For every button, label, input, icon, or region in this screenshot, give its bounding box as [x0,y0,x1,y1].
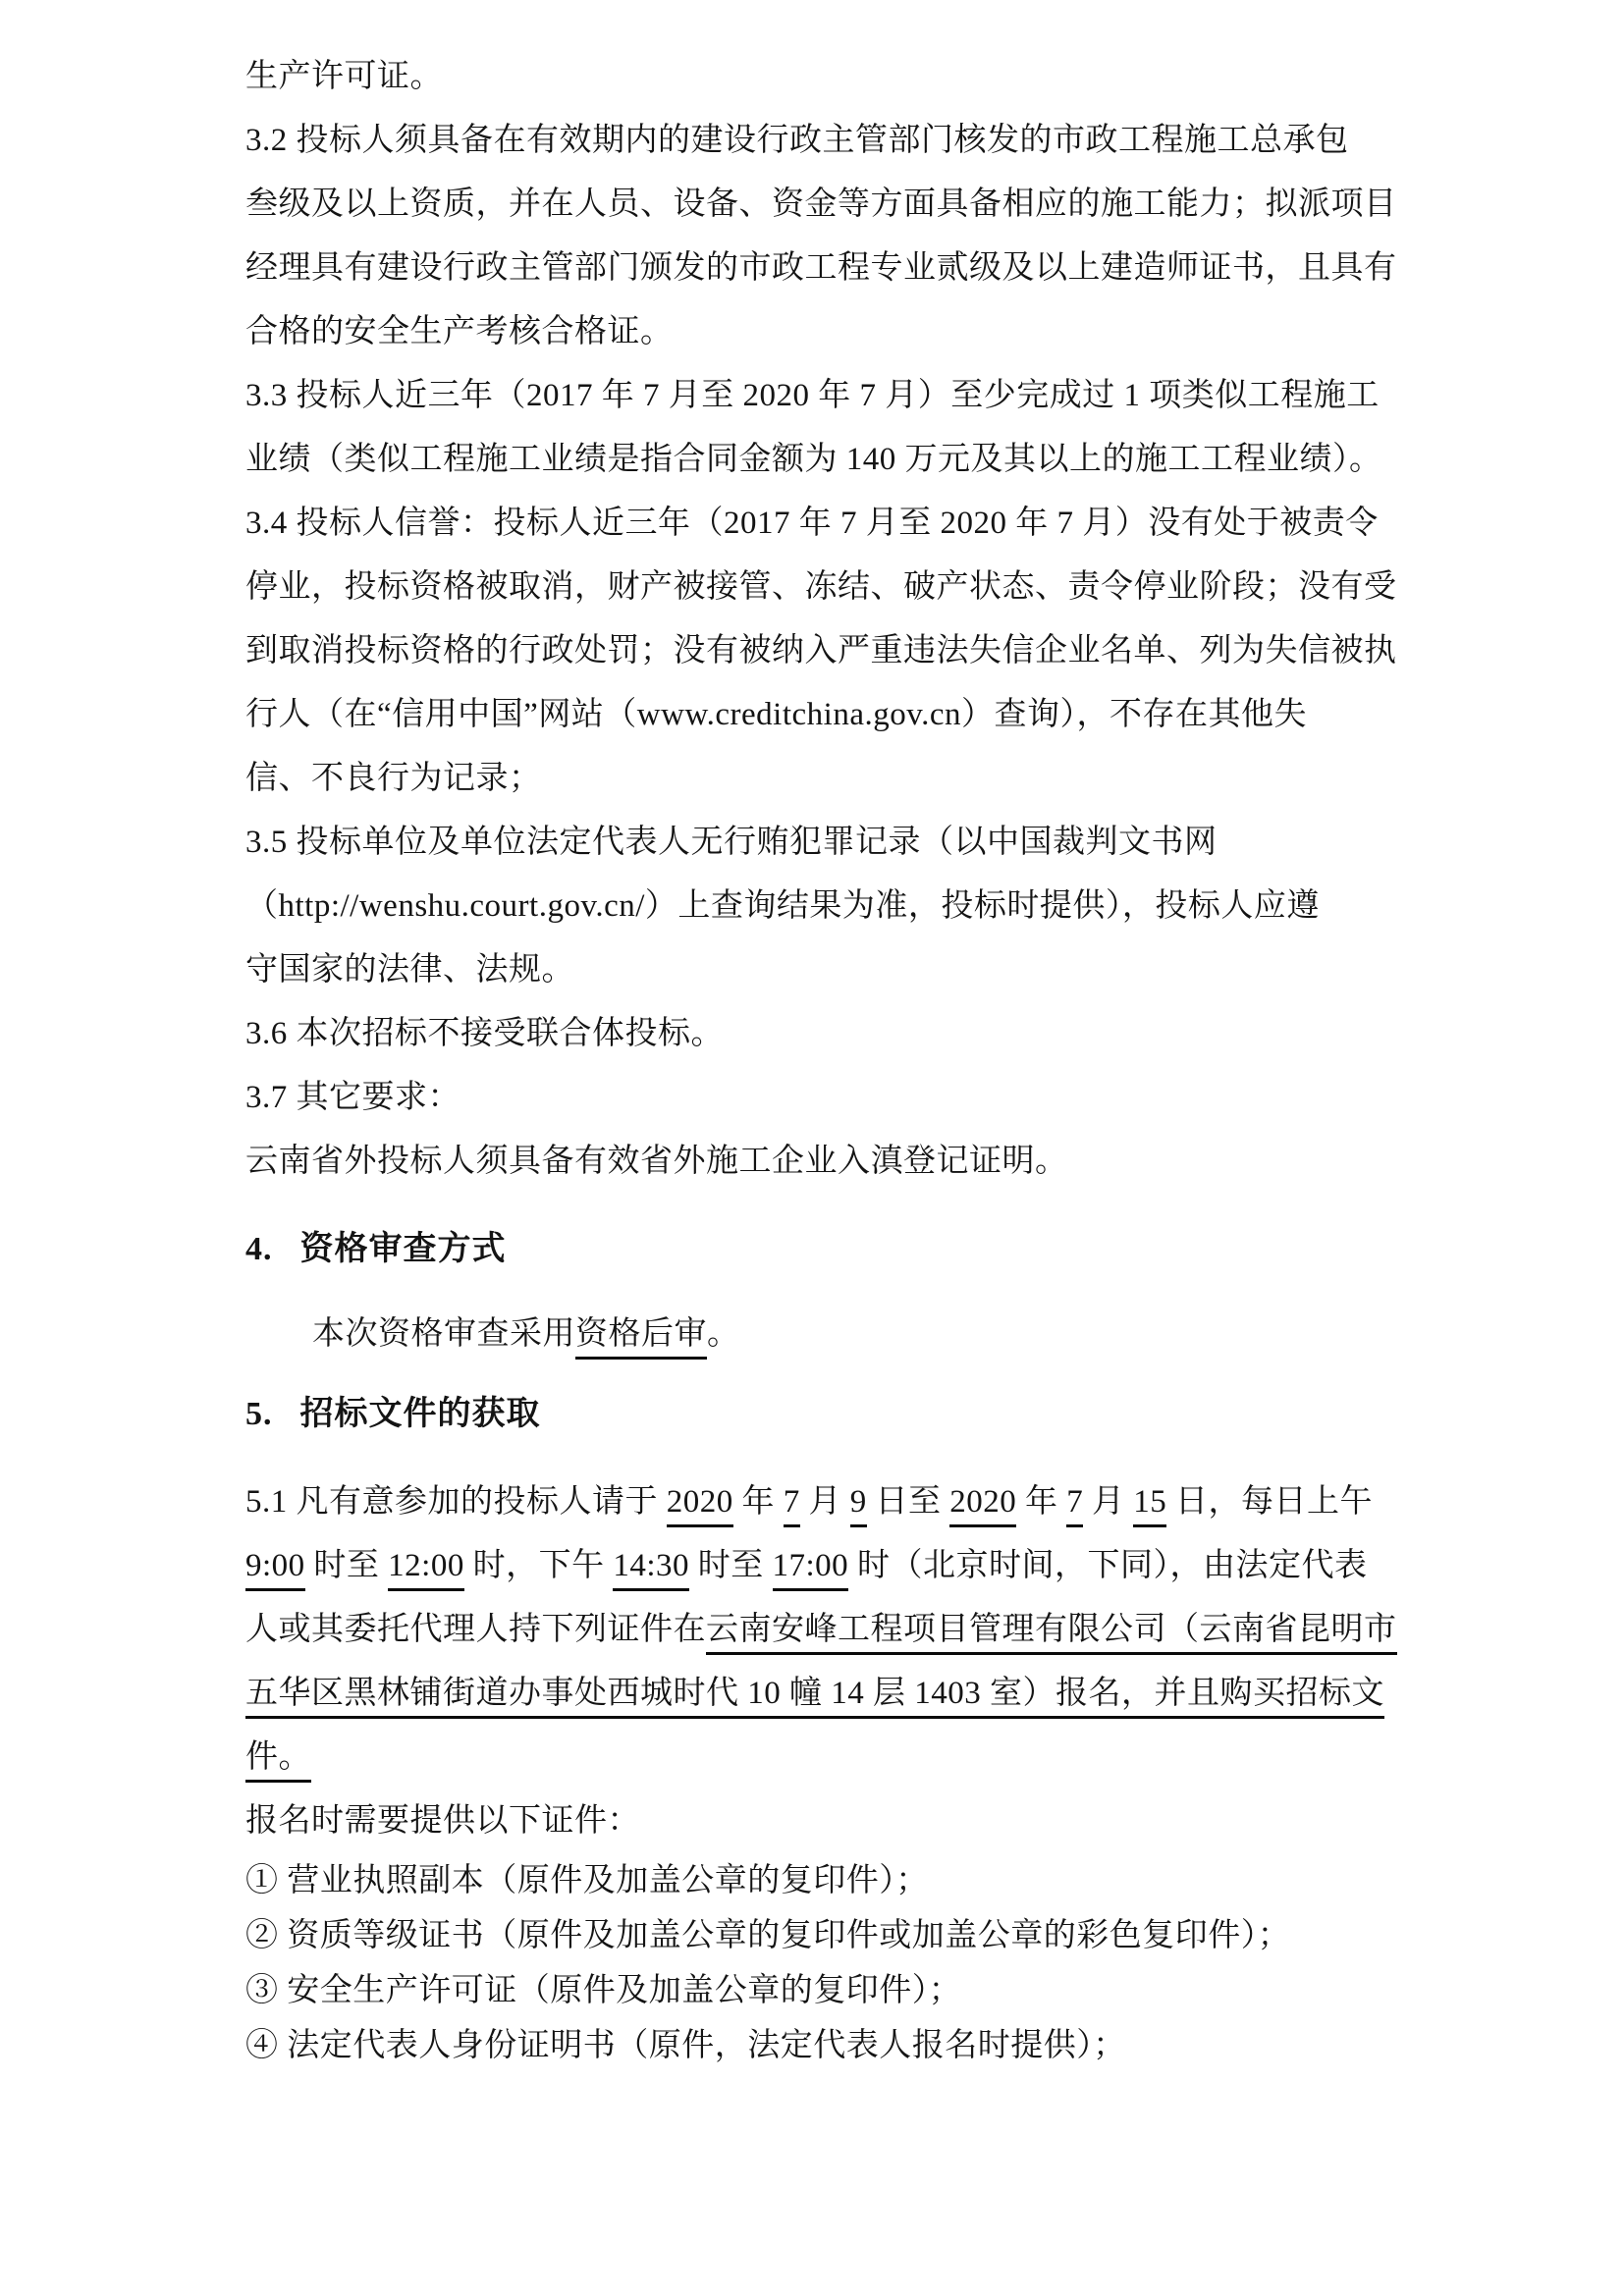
underlined-date-run: 7 [1066,1484,1083,1527]
underlined-address-run: 五华区黑林铺街道办事处西城时代 10 幢 14 层 1403 室）报名，并且购买招标文 [245,1676,1384,1719]
text-run: 信、不良行为记录； [245,761,542,796]
clause-3-4-line-1 [245,492,1394,556]
text-run: 守国家的法律、法规。 [245,952,574,988]
clause-3-4-line-3 [245,619,1397,683]
underlined-date-run: 15 [1133,1484,1166,1527]
text-run: 人或其委托代理人持下列证件在 [245,1612,706,1647]
clause-3-7-note-line [245,1130,1394,1194]
text-run: 报名时需要提供以下证件： [245,1803,640,1839]
text-run: 本次资格审查采用 [312,1316,575,1352]
text-run: ③ 安全生产许可证（原件及加盖公章的复印件）； [245,1973,962,2008]
underlined-date-run: 9 [850,1484,867,1527]
clause-3-7-line [245,1066,1394,1130]
underlined-address-run: 云南安峰工程项目管理有限公司（云南省昆明市 [706,1612,1397,1655]
clause-5-1-line-5 [245,1726,1394,1789]
required-document-item-3 [245,1963,1394,2018]
underlined-time-run: 9:00 [245,1548,305,1591]
heading-5 [245,1382,1394,1446]
text-run: 时至 [689,1548,773,1583]
text-run: 3.2 投标人须具备在有效期内的建设行政主管部门核发的市政工程施工总承包 [245,123,1349,158]
text-run: 5.1 凡有意参加的投标人请于 [245,1484,667,1520]
underlined-time-run: 12:00 [388,1548,464,1591]
clause-3-5-line-2 [245,875,1394,938]
underlined-date-run: 2020 [949,1484,1016,1527]
text-run: 日至 [866,1484,950,1520]
heading-4-number: 4. [245,1231,273,1267]
clause-3-5-line-1 [245,811,1394,875]
required-document-item-2 [245,1908,1394,1963]
heading-5-number: 5. [245,1396,273,1432]
clause-5-1-line-4 [245,1662,1394,1726]
text-run: 时（北京时间，下同），由法定代表 [848,1548,1368,1583]
clause-3-4-line-4 [245,683,1394,747]
underlined-date-run: 2020 [667,1484,733,1527]
text-run: 3.4 投标人信誉：投标人近三年（2017 年 7 月至 2020 年 7 月）没有处于被责令 [245,506,1379,541]
text-run: 生产许可证。 [245,59,443,94]
clause-3-3-line-2 [245,428,1394,492]
text-run: 年 [1016,1484,1067,1520]
clause-5-1-line-2 [245,1534,1394,1598]
clause-3-4-line-5 [245,747,1394,811]
registration-notice-line [245,1789,1394,1853]
text-run: 时，下午 [463,1548,614,1583]
text-run: 停业，投标资格被取消，财产被接管、冻结、破产状态、责令停业阶段；没有受 [245,569,1397,605]
text-run: 到取消投标资格的行政处罚；没有被纳入严重违法失信企业名单、列为失信被执 [245,633,1397,668]
underlined-date-run: 7 [784,1484,800,1527]
heading-5-title: 招标文件的获取 [299,1396,541,1432]
underlined-time-run: 17:00 [773,1548,849,1591]
text-run: 业绩（类似工程施工业绩是指合同金额为 140 万元及其以上的施工工程业绩）。 [245,442,1382,477]
required-document-item-4 [245,2018,1394,2073]
text-run: 月 [799,1484,850,1520]
text-run: 3.7 其它要求： [245,1080,460,1115]
underlined-time-run: 14:30 [613,1548,689,1591]
clause-4-paragraph [245,1303,1394,1366]
text-run: 经理具有建设行政主管部门颁发的市政工程专业贰级及以上建造师证书，且具有 [245,250,1397,286]
document-body [245,45,1397,2073]
text-run: 日，每日上午 [1166,1484,1373,1520]
clause-3-3-line-1 [245,364,1394,428]
underlined-text-run: 资格后审 [575,1316,707,1360]
underlined-address-run: 件。 [245,1739,311,1783]
text-run: 。 [707,1316,740,1352]
clause-3-2-line-1 [245,109,1394,173]
text-run: 合格的安全生产考核合格证。 [245,314,674,349]
clause-5-1-line-3 [245,1598,1397,1662]
text-run: 3.3 投标人近三年（2017 年 7 月至 2020 年 7 月）至少完成过 1 项类似工程施工 [245,378,1380,413]
text-run: （http://wenshu.court.gov.cn/）上查询结果为准，投标时提供），投标人应遵 [245,888,1320,924]
required-document-item-1 [245,1853,1394,1908]
text-run: 3.5 投标单位及单位法定代表人无行贿犯罪记录（以中国裁判文书网 [245,825,1218,860]
clause-3-1-tail-line [245,45,1394,109]
text-run: 行人（在“信用中国”网站（www.creditchina.gov.cn）查询），不存在其他失 [245,697,1307,732]
text-run: 3.6 本次招标不接受联合体投标。 [245,1016,724,1051]
clause-3-2-line-4 [245,300,1394,364]
clause-3-6-line [245,1002,1394,1066]
text-run: 时至 [304,1548,389,1583]
heading-4-title: 资格审查方式 [299,1231,507,1267]
clause-3-2-line-3 [245,237,1397,300]
clause-3-5-line-3 [245,938,1394,1002]
text-run: ④ 法定代表人身份证明书（原件，法定代表人报名时提供）； [245,2028,1126,2063]
clause-5-1-line-1 [245,1470,1394,1534]
heading-4 [245,1217,1394,1281]
text-run: 年 [732,1484,784,1520]
text-run: 云南省外投标人须具备有效省外施工企业入滇登记证明。 [245,1144,1068,1179]
text-run: 叁级及以上资质，并在人员、设备、资金等方面具备相应的施工能力；拟派项目 [245,187,1397,222]
text-run: ① 营业执照副本（原件及加盖公章的复印件）； [245,1863,929,1898]
text-run: 月 [1083,1484,1134,1520]
text-run: ② 资质等级证书（原件及加盖公章的复印件或加盖公章的彩色复印件）； [245,1918,1291,1953]
clause-3-2-line-2 [245,173,1397,237]
clause-3-4-line-2 [245,556,1397,619]
